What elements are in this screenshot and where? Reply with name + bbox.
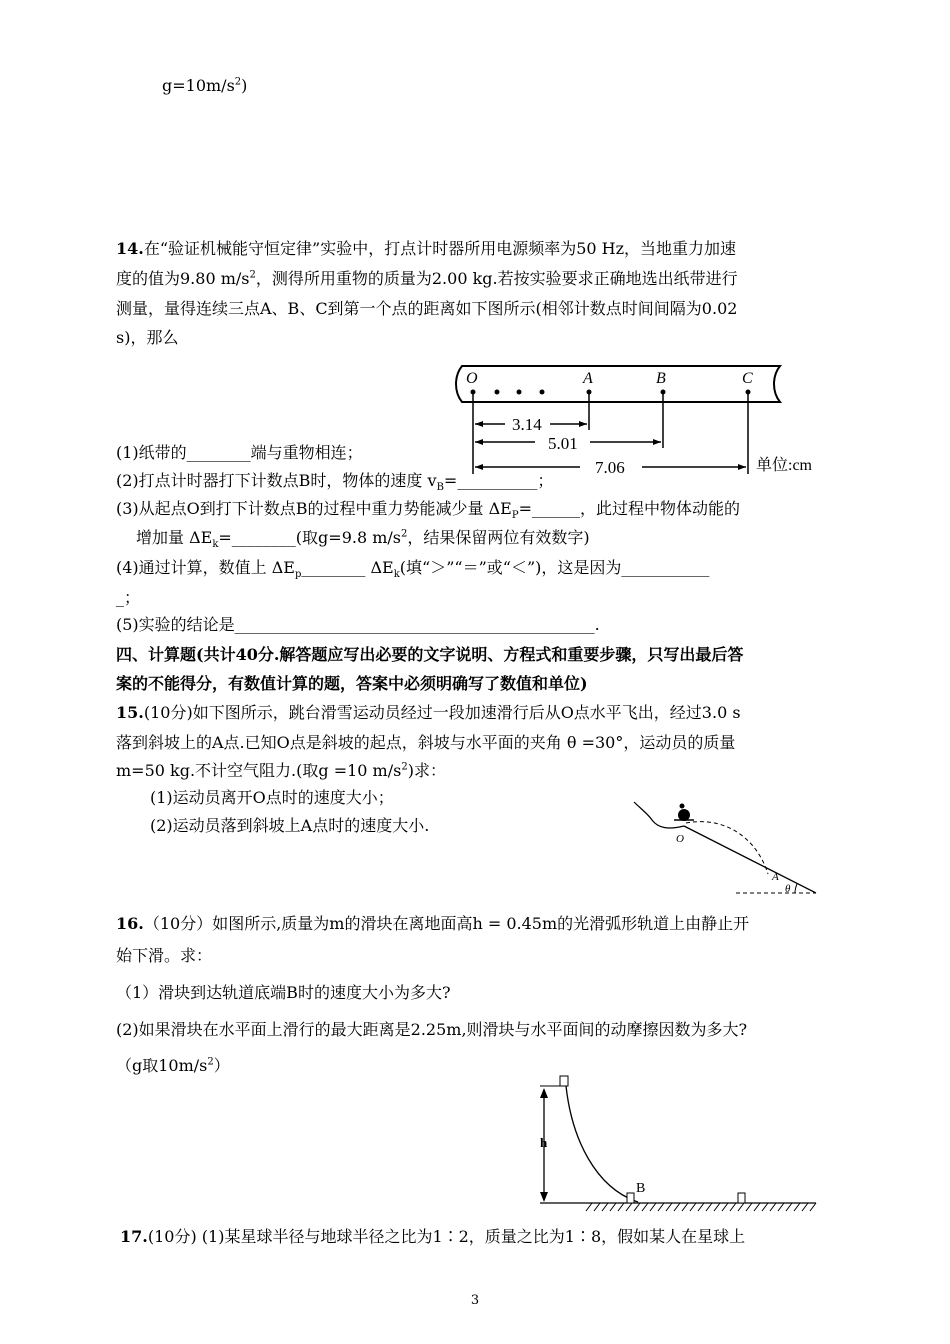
- q14-part-5: (5)实验的结论是_____________________________________________.: [116, 615, 600, 634]
- label-B: B: [636, 1181, 646, 1196]
- label-A: A: [583, 370, 593, 387]
- label-h: h: [540, 1135, 548, 1150]
- q14-part-3-cont: 增加量 $\Delta E_k=\_\_\_\_\_\_\_\_$(取g=9.8 $m/s^2$，结果保留两位有效数字): [136, 528, 590, 551]
- label-O: O: [466, 370, 478, 387]
- ski-jump-figure: [628, 796, 828, 900]
- curved-track: [566, 1086, 638, 1202]
- q16-line-1: 16.（10分）如图所示,质量为m的滑块在离地面高h = 0.45m的光滑弧形轨道上由静止开: [116, 914, 750, 933]
- page-number: 3: [470, 1293, 480, 1308]
- q15-part-1: (1)运动员离开O点时的速度大小；: [150, 788, 394, 807]
- slope-line: [684, 826, 816, 893]
- q15-part-2: (2)运动员落到斜坡上A点时的速度大小.: [150, 816, 430, 835]
- q14-part-3: (3)从起点O到打下计数点B的过程中重力势能减少量 $\Delta E_P=\_\_\_\_\_\_$，此过程中物体动能的: [116, 499, 741, 522]
- q14-line-2: 度的值为9.80 $m/s^2$，测得所用重物的质量为2.00 kg.若按实验要求正确地选出纸带进行: [116, 269, 738, 288]
- dot-1: [495, 390, 500, 395]
- unit-label: 单位:cm: [756, 457, 812, 474]
- dot-O: [471, 390, 476, 395]
- block-end: [738, 1193, 745, 1203]
- track-figure: [526, 1070, 826, 1220]
- dot-3: [540, 390, 545, 395]
- section-4-heading-1: 四、计算题(共计40分.解答题应写出必要的文字说明、方程式和重要步骤，只写出最后答: [116, 645, 744, 664]
- q14-line-3: 测量，量得连续三点A、B、C到第一个点的距离如下图所示(相邻计数点时间间隔为0.02: [116, 299, 738, 318]
- block-top: [560, 1076, 568, 1086]
- q14-line-1: 14.在“验证机械能守恒定律”实验中，打点计时器所用电源频率为50 Hz，当地重力加速: [116, 239, 737, 258]
- dot-B: [661, 390, 666, 395]
- dot-2: [517, 390, 522, 395]
- skier-icon: [678, 809, 690, 821]
- dist-OB: 5.01: [548, 434, 578, 453]
- label-C: C: [742, 370, 753, 387]
- q14-part-1: (1)纸带的________端与重物相连；: [116, 443, 363, 462]
- label-theta: θ: [785, 883, 791, 895]
- q16-part-1: （1）滑块到达轨道底端B时的速度大小为多大?: [116, 983, 451, 1002]
- dot-C: [746, 390, 751, 395]
- label-B: B: [656, 370, 666, 387]
- label-A: A: [772, 871, 779, 883]
- q14-line-4: s)，那么: [116, 328, 179, 347]
- q15-line-2: 落到斜坡上的A点.已知O点是斜坡的起点，斜坡与水平面的夹角 θ =30°，运动员的质量: [116, 733, 736, 752]
- ground-hatch: [586, 1203, 816, 1211]
- dot-A: [587, 390, 592, 395]
- dist-OA: 3.14: [512, 415, 542, 434]
- q14-part-2: (2)打点计时器打下计数点B时，物体的速度 $v_B=\_\_\_\_\_\_\_\_\_\_$；: [116, 471, 554, 494]
- q14-part-4: (4)通过计算，数值上 $\Delta E_p\_\_\_\_\_\_\_\_$ $\Delta E_k$(填“＞”“＝”或“＜”)，这是因为___________: [116, 558, 710, 581]
- q16-line-2: 始下滑。求：: [116, 946, 213, 965]
- q14-part-4-cont: _；: [116, 588, 141, 607]
- q16-part-3: （g取$10m/s^2$）: [116, 1056, 230, 1075]
- q15-line-1: 15.(10分)如下图所示，跳台滑雪运动员经过一段加速滑行后从O点水平飞出，经过3.0 s: [116, 703, 741, 722]
- paper-tape-figure: [450, 362, 850, 480]
- tape-outline: [456, 366, 780, 402]
- dist-OC: 7.06: [595, 458, 625, 477]
- q17-line-1: 17.(10分) (1)某星球半径与地球半径之比为1∶2，质量之比为1∶8，假如某人在星球上: [120, 1227, 746, 1246]
- section-4-heading-2: 案的不能得分，有数值计算的题，答案中必须明确写了数值和单位): [116, 674, 588, 693]
- label-O: O: [676, 833, 684, 845]
- q16-part-2: (2)如果滑块在水平面上滑行的最大距离是2.25m,则滑块与水平面间的动摩擦因数为多大?: [116, 1020, 748, 1039]
- q15-line-3: m=50 kg.不计空气阻力.(取g =10 $m/s^2$)求：: [116, 761, 446, 780]
- text-line-top: $g=10m/s^2$): [162, 76, 248, 95]
- block-b: [627, 1193, 634, 1203]
